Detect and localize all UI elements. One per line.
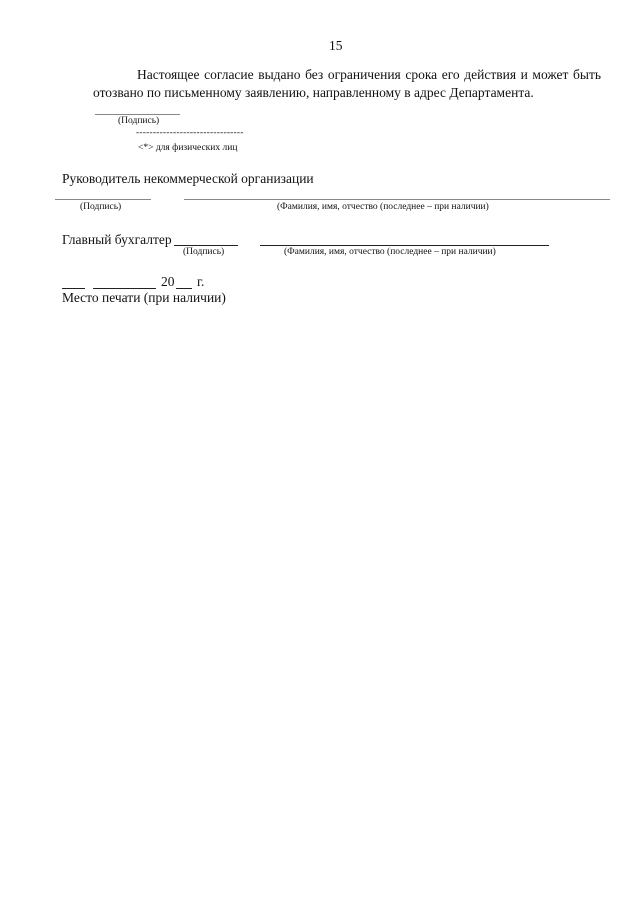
consent-signature-caption: (Подпись)	[118, 116, 160, 126]
date-day-line	[62, 288, 85, 289]
footnote-text: <*> для физических лиц	[138, 143, 238, 153]
accountant-name-caption: (Фамилия, имя, отчество (последнее – при наличии)	[284, 247, 496, 257]
head-name-caption: (Фамилия, имя, отчество (последнее – при наличии)	[277, 202, 489, 212]
head-title: Руководитель некоммерческой организации	[62, 171, 314, 186]
accountant-title: Главный бухгалтер	[62, 232, 172, 247]
accountant-signature-line	[174, 245, 238, 246]
footnote-rule: --------------------------------	[136, 128, 244, 138]
consent-signature-line	[95, 114, 180, 115]
page-number: 15	[329, 38, 343, 53]
head-name-line	[184, 199, 610, 200]
head-signature-line	[55, 199, 151, 200]
date-year-prefix: 20	[161, 274, 175, 289]
stamp-label: Место печати (при наличии)	[62, 290, 226, 305]
date-month-line	[93, 288, 156, 289]
date-suffix: г.	[197, 274, 205, 289]
consent-paragraph	[93, 66, 601, 102]
accountant-name-line	[260, 245, 549, 246]
head-signature-caption: (Подпись)	[80, 202, 122, 212]
date-year-line	[176, 288, 192, 289]
accountant-signature-caption: (Подпись)	[183, 247, 225, 257]
consent-text: Настоящее согласие выдано без ограничения срока его действия и может быть отозвано по письменному заявлению, направленному в адрес Департамента.	[93, 67, 601, 100]
